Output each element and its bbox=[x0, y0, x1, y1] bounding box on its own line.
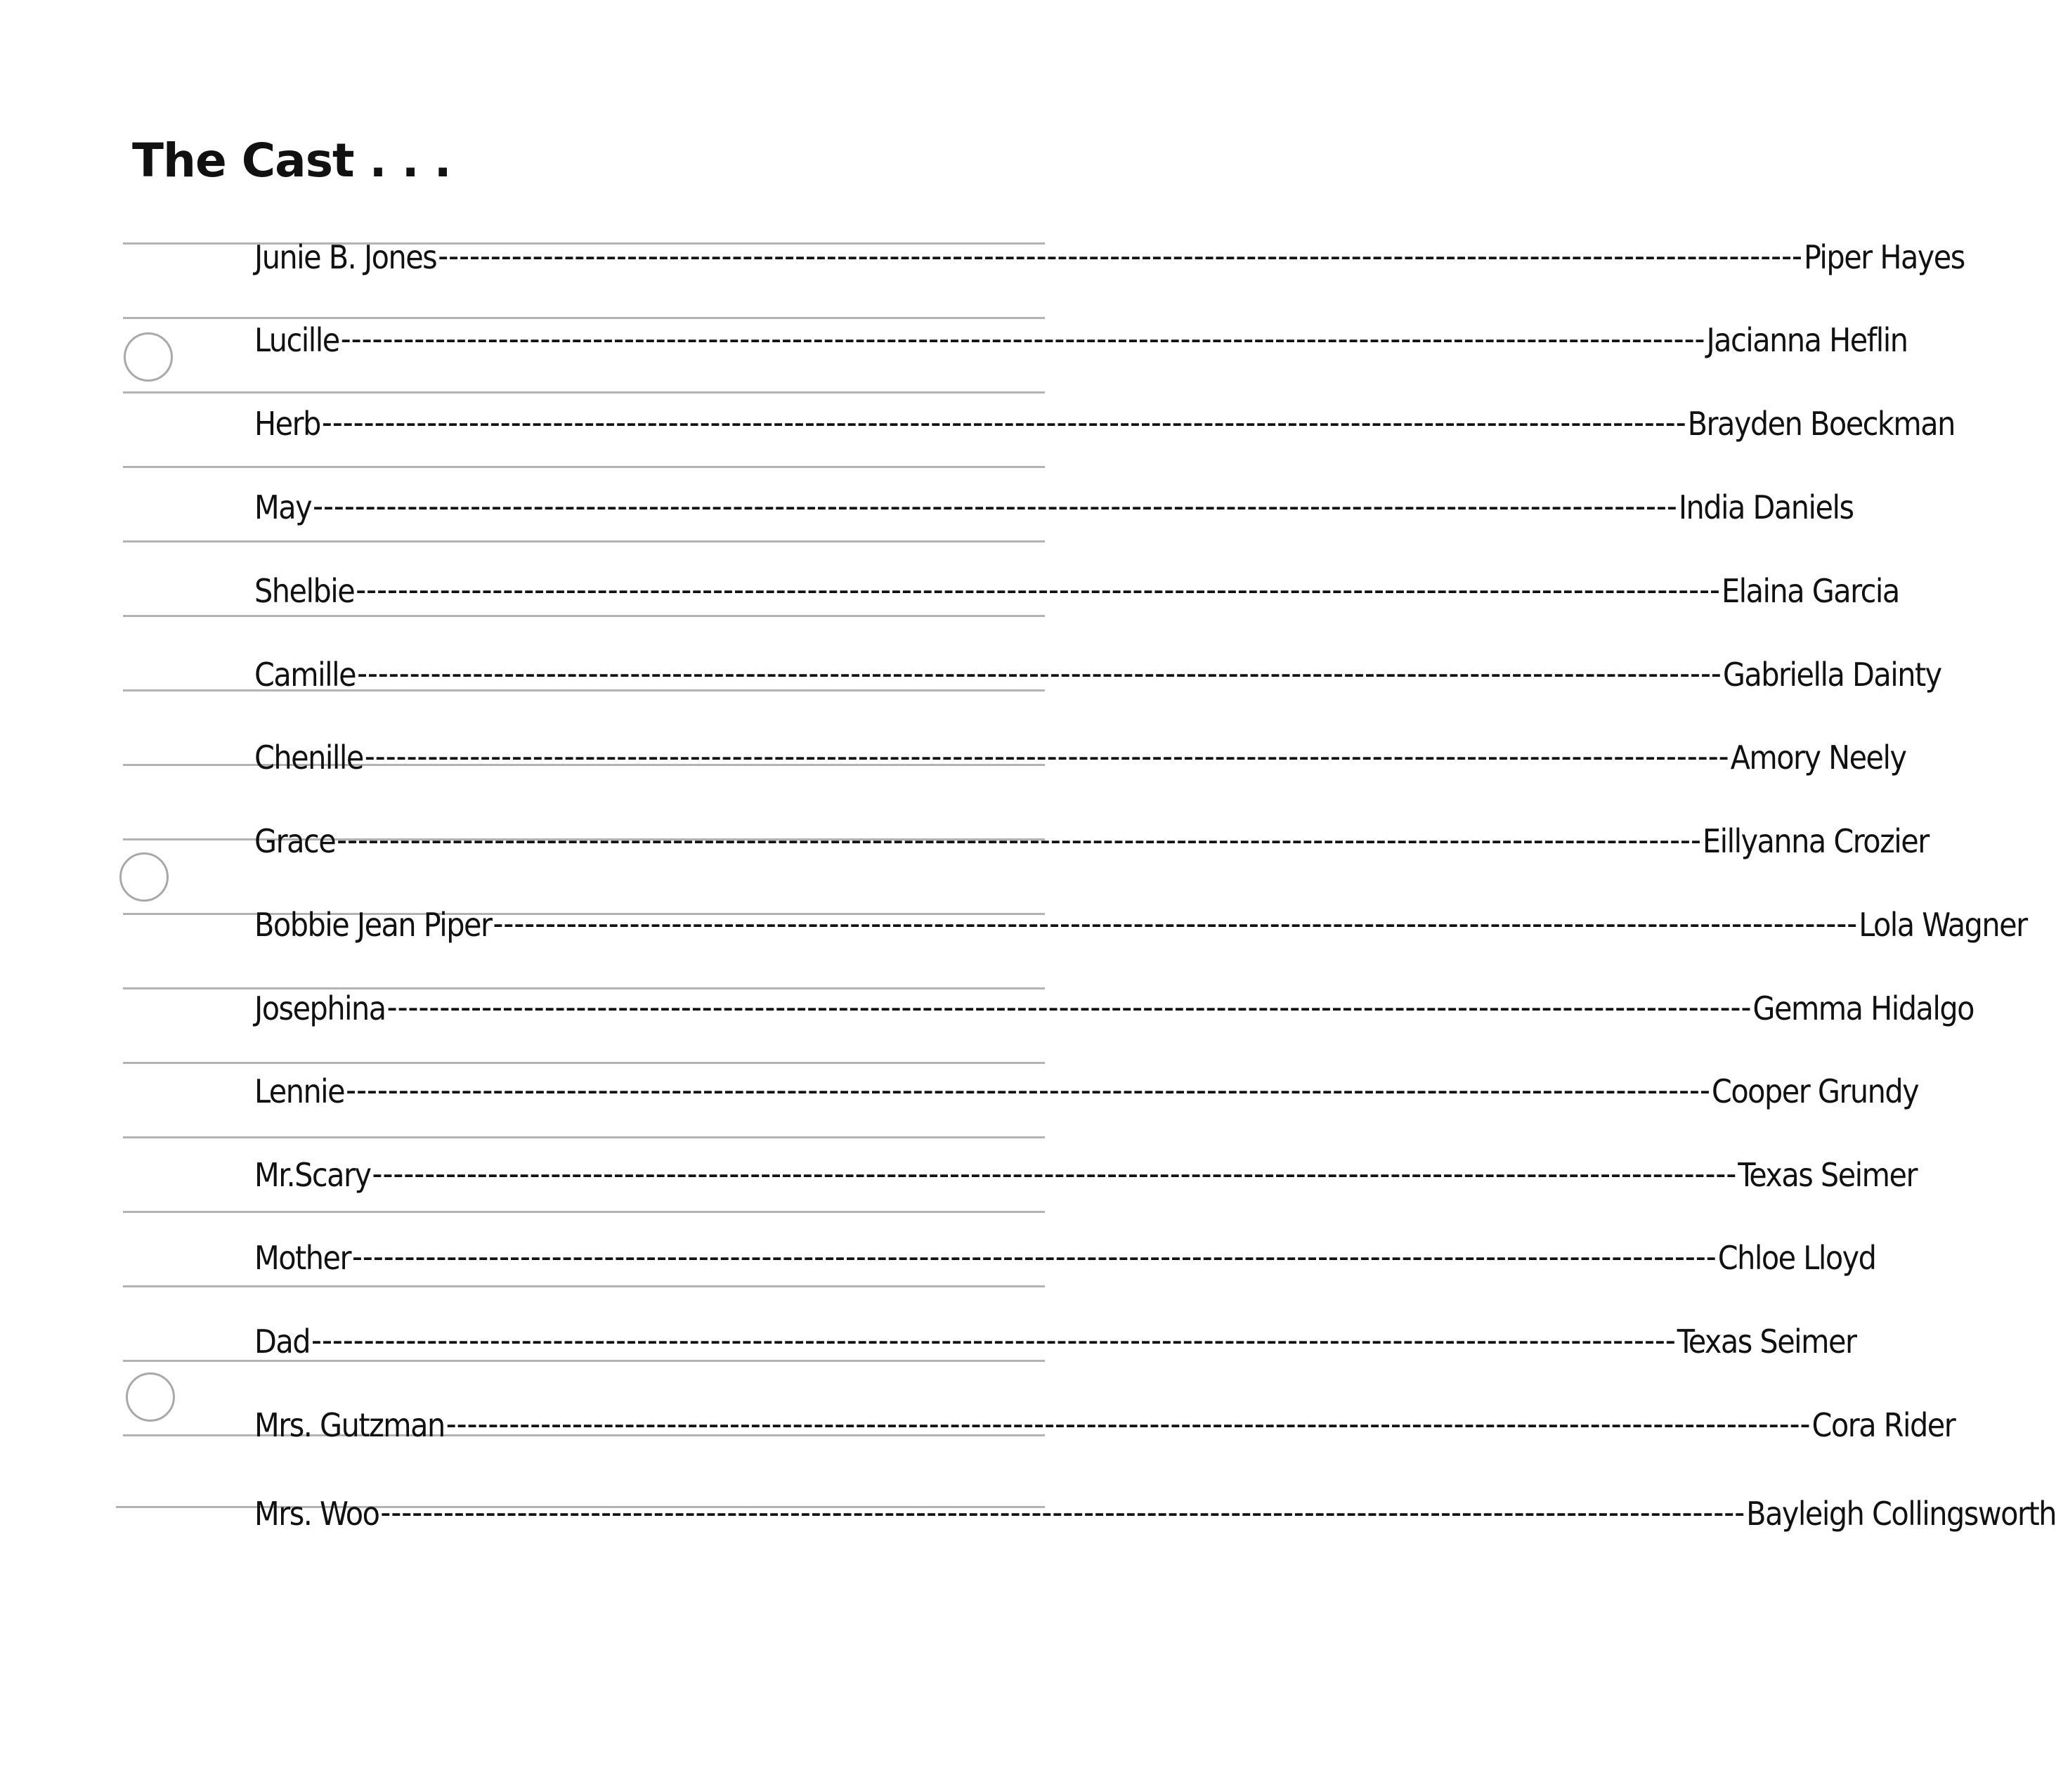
dash-leader: ---------------------------------------------------------------------------------------------------------------------------------- bbox=[337, 821, 1701, 859]
actor-name: Amory Neely bbox=[1730, 739, 1906, 777]
role-name: Mrs. Gutzman bbox=[254, 1406, 445, 1444]
dash-leader: ---------------------------------------------------------------------------------------------------------------------------------- bbox=[340, 320, 1705, 358]
dash-leader: ---------------------------------------------------------------------------------------------------------------------------------- bbox=[493, 904, 1858, 942]
binder-hole bbox=[126, 1372, 175, 1422]
role-name: Bobbie Jean Piper bbox=[254, 906, 492, 944]
actor-name: Cooper Grundy bbox=[1711, 1072, 1919, 1110]
cast-entry bbox=[254, 319, 1908, 361]
cast-entry bbox=[254, 1404, 1956, 1446]
ruled-line bbox=[123, 1285, 1045, 1287]
cast-entry bbox=[254, 1154, 1917, 1196]
role-name: Dad bbox=[254, 1323, 311, 1361]
cast-entry bbox=[254, 403, 1955, 445]
binder-hole bbox=[124, 332, 173, 382]
dash-leader: ---------------------------------------------------------------------------------------------------------------------------------- bbox=[346, 1071, 1710, 1109]
role-name: Lennie bbox=[254, 1072, 345, 1110]
actor-name: Chloe Lloyd bbox=[1717, 1239, 1876, 1277]
role-name: Mrs. Woo bbox=[254, 1495, 379, 1533]
dash-leader: ---------------------------------------------------------------------------------------------------------------------------------- bbox=[445, 1405, 1811, 1443]
cast-entry bbox=[254, 486, 1854, 528]
actor-name: Texas Seimer bbox=[1677, 1323, 1856, 1361]
cast-entry bbox=[254, 1320, 1856, 1363]
cast-entry bbox=[254, 1070, 1919, 1112]
actor-name: Gabriella Dainty bbox=[1722, 656, 1941, 694]
dash-leader: ---------------------------------------------------------------------------------------------------------------------------------- bbox=[372, 1155, 1737, 1193]
actor-name: Cora Rider bbox=[1811, 1406, 1956, 1444]
page-title: The Cast . . . bbox=[132, 134, 451, 188]
role-name: Lucille bbox=[254, 321, 339, 359]
actor-name: Elaina Garcia bbox=[1721, 572, 1899, 610]
cast-entry bbox=[254, 570, 1899, 612]
dash-leader: ---------------------------------------------------------------------------------------------------------------------------------- bbox=[386, 988, 1752, 1026]
dash-leader: ---------------------------------------------------------------------------------------------------------------------------------- bbox=[356, 571, 1720, 609]
ruled-line bbox=[123, 1062, 1045, 1064]
cast-entry bbox=[254, 1237, 1876, 1279]
role-name: Junie B. Jones bbox=[254, 238, 437, 276]
cast-entry bbox=[254, 654, 1941, 696]
role-name: Mr.Scary bbox=[254, 1156, 371, 1194]
cast-entry bbox=[254, 904, 2027, 946]
cast-entry bbox=[254, 820, 1929, 862]
ruled-line bbox=[123, 466, 1045, 468]
dash-leader: ---------------------------------------------------------------------------------------------------------------------------------- bbox=[351, 1238, 1717, 1275]
cast-entry bbox=[254, 1493, 2056, 1535]
cast-entry bbox=[254, 236, 1965, 278]
ruled-line bbox=[123, 540, 1045, 543]
role-name: Camille bbox=[254, 656, 356, 694]
binder-hole bbox=[119, 852, 169, 902]
role-name: Herb bbox=[254, 405, 320, 443]
actor-name: Gemma Hidalgo bbox=[1752, 989, 1974, 1027]
dash-leader: ---------------------------------------------------------------------------------------------------------------------------------- bbox=[313, 487, 1677, 525]
actor-name: Jacianna Heflin bbox=[1706, 321, 1908, 359]
dash-leader: ---------------------------------------------------------------------------------------------------------------------------------- bbox=[364, 737, 1729, 775]
role-name: Grace bbox=[254, 822, 336, 860]
role-name: Shelbie bbox=[254, 572, 355, 610]
actor-name: Bayleigh Collingsworth bbox=[1746, 1495, 2056, 1533]
ruled-line bbox=[123, 1136, 1045, 1138]
actor-name: Brayden Boeckman bbox=[1687, 405, 1955, 443]
role-name: Josephina bbox=[254, 989, 386, 1027]
actor-name: India Daniels bbox=[1678, 488, 1854, 526]
role-name: Chenille bbox=[254, 739, 363, 777]
ruled-line bbox=[123, 1211, 1045, 1213]
dash-leader: ---------------------------------------------------------------------------------------------------------------------------------- bbox=[380, 1493, 1745, 1531]
actor-name: Lola Wagner bbox=[1859, 906, 2027, 944]
dash-leader: ---------------------------------------------------------------------------------------------------------------------------------- bbox=[438, 237, 1802, 275]
role-name: May bbox=[254, 488, 312, 526]
actor-name: Eillyanna Crozier bbox=[1702, 822, 1929, 860]
role-name: Mother bbox=[254, 1239, 351, 1277]
actor-name: Piper Hayes bbox=[1803, 238, 1965, 276]
dash-leader: ---------------------------------------------------------------------------------------------------------------------------------- bbox=[311, 1321, 1676, 1359]
cast-entry bbox=[254, 987, 1974, 1030]
actor-name: Texas Seimer bbox=[1738, 1156, 1917, 1194]
ruled-line bbox=[123, 615, 1045, 617]
dash-leader: ---------------------------------------------------------------------------------------------------------------------------------- bbox=[357, 654, 1722, 692]
ruled-line bbox=[123, 391, 1045, 394]
dash-leader: ---------------------------------------------------------------------------------------------------------------------------------- bbox=[321, 403, 1686, 441]
cast-entry bbox=[254, 736, 1906, 779]
